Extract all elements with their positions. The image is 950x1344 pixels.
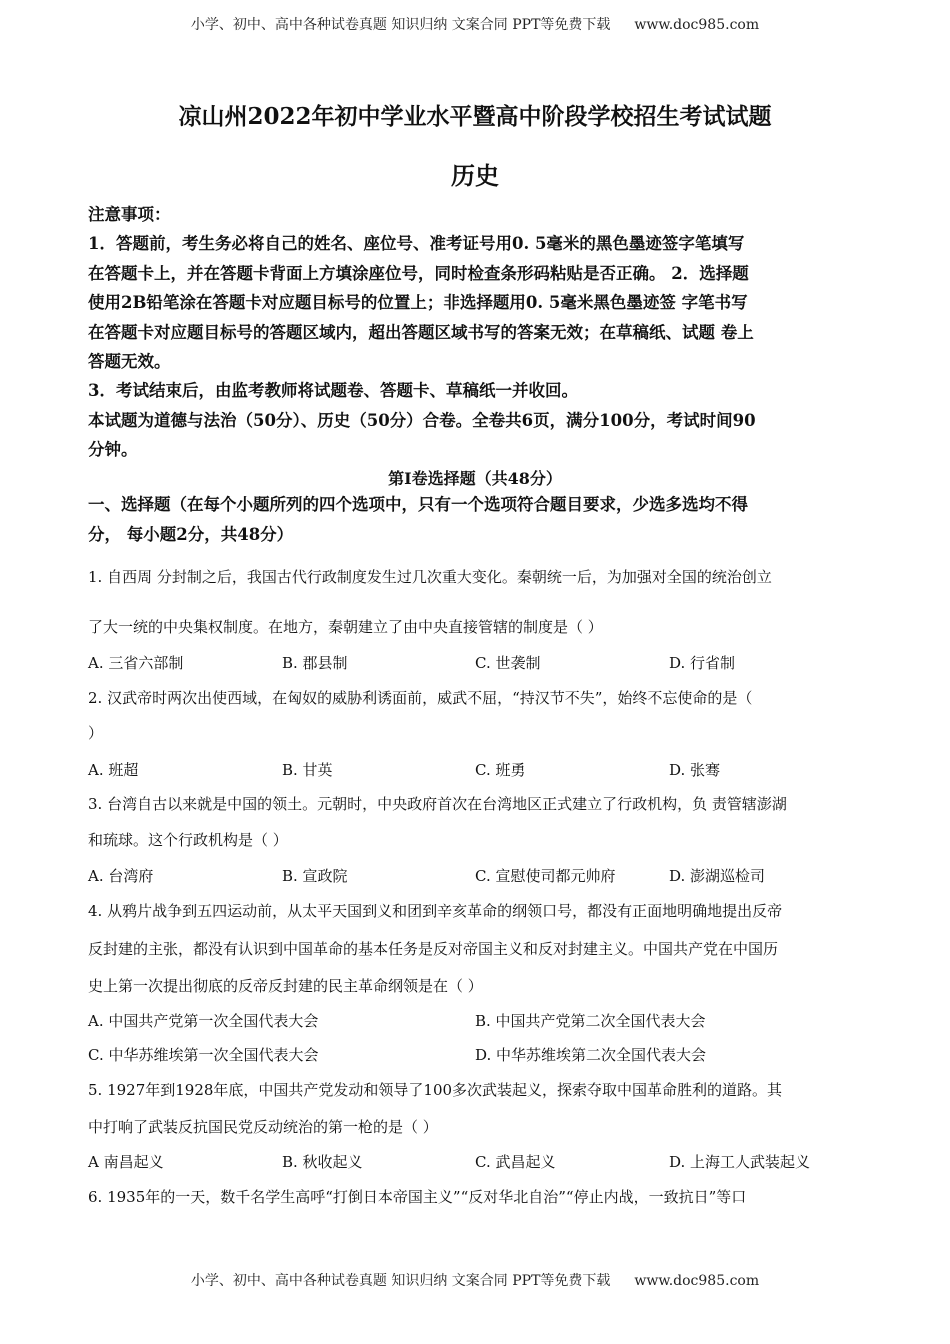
question-4-line: 反封建的主张，都没有认识到中国革命的基本任务是反对帝国主义和反对封建主义。中国共产党在中国历 [88,940,779,958]
notice-line: 在答题卡对应题目标号的答题区域内，超出答题区域书写的答案无效；在草稿纸、试题 卷上 [88,322,754,342]
footer-url[interactable]: www.doc985.com [634,1273,760,1289]
option-c[interactable]: C. 中华苏维埃第一次全国代表大会 [88,1046,319,1064]
notice-block [88,200,863,465]
footer-text: 小学、初中、高中各种试卷真题 知识归纳 文案合同 PPT等免费下载 [190,1273,611,1289]
option-d[interactable]: D. 张骞 [669,761,721,779]
section-title: 第I卷选择题（共48分） [388,469,562,488]
notice-line: 3．考试结束后，由监考教师将试题卷、答题卡、草稿纸一并收回。 [88,381,578,401]
notice-line: 使用2B铅笔涂在答题卡对应题目标号的位置上；非选择题用0. 5毫米黑色墨迹签 字笔书写 [88,293,748,313]
option-b[interactable]: B. 秋收起义 [282,1153,363,1171]
question-4-line: 史上第一次提出彻底的反帝反封建的民主革命纲领是在（ ） [88,977,483,995]
exam-title: 凉山州2022年初中学业水平暨高中阶段学校招生考试试题 [178,103,772,130]
option-b[interactable]: B. 中国共产党第二次全国代表大会 [475,1012,706,1030]
option-d[interactable]: D. 中华苏维埃第二次全国代表大会 [475,1046,707,1064]
option-d[interactable]: D. 澎湖巡检司 [669,867,766,885]
question-2-line: 2. 汉武帝时两次出使西域，在匈奴的威胁利诱面前，威武不屈，“持汉节不失”，始终不忘使命的是（ [88,689,753,707]
header-text: 小学、初中、高中各种试卷真题 知识归纳 文案合同 PPT等免费下载 [190,17,611,33]
header-url[interactable]: www.doc985.com [634,17,760,33]
option-d[interactable]: D. 上海工人武装起义 [669,1153,811,1171]
notice-line: 本试题为道德与法治（50分）、历史（50分）合卷。全卷共6页，满分100分，考试时间90 [88,410,756,430]
part-one-heading [88,490,863,550]
question-5-line: 5. 1927年到1928年底，中国共产党发动和领导了100多次武装起义，探索夺取中国革命胜利的道路。其 [88,1081,783,1099]
option-d[interactable]: D. 行省制 [669,654,736,672]
question-3-line: 3. 台湾自古以来就是中国的领土。元朝时，中央政府首次在台湾地区正式建立了行政机构，负 责管辖澎湖 [88,795,787,813]
option-a[interactable]: A 南昌起义 [88,1153,164,1171]
page-footer [0,1270,950,1290]
notice-line: 答题无效。 [88,352,171,372]
part-one-line: 一、选择题（在每个小题所列的四个选项中，只有一个选项符合题目要求，少选多选均不得 [88,495,748,514]
page-header [0,14,950,34]
question-5-line: 中打响了武装反抗国民党反动统治的第一枪的是（ ） [88,1118,438,1136]
option-a[interactable]: A. 台湾府 [88,867,154,885]
option-b[interactable]: B. 宣政院 [282,867,348,885]
option-c[interactable]: C. 宣慰使司都元帅府 [475,867,616,885]
notice-line: 分钟。 [88,440,138,460]
question-3-line: 和琉球。这个行政机构是（ ） [88,831,288,849]
option-c[interactable]: C. 世袭制 [475,654,541,672]
option-b[interactable]: B. 郡县制 [282,654,348,672]
question-6-line: 6. 1935年的一天，数千名学生高呼“打倒日本帝国主义”“反对华北自治”“停止内战，一致抗日”等口 [88,1188,747,1206]
option-c[interactable]: C. 班勇 [475,761,526,779]
option-b[interactable]: B. 甘英 [282,761,333,779]
option-a[interactable]: A. 班超 [88,761,139,779]
notice-line: 1．答题前，考生务必将自己的姓名、座位号、准考证号用0. 5毫米的黑色墨迹签字笔填写 [88,234,745,254]
notice-line: 在答题卡上，并在答题卡背面上方填涂座位号，同时检查条形码粘贴是否正确。 2．选择题 [88,263,749,283]
notice-heading: 注意事项： [88,205,171,224]
question-1-line: 1. 自西周 分封制之后，我国古代行政制度发生过几次重大变化。秦朝统一后，为加强对全国的统治创立 [88,568,772,586]
option-a[interactable]: A. 中国共产党第一次全国代表大会 [88,1012,319,1030]
question-2-line: ） [88,724,104,742]
subject-title: 历史 [451,161,499,190]
option-c[interactable]: C. 武昌起义 [475,1153,556,1171]
option-a[interactable]: A. 三省六部制 [88,654,184,672]
question-1-line: 了大一统的中央集权制度。在地方，秦朝建立了由中央直接管辖的制度是（ ） [88,618,603,636]
part-one-line: 分， 每小题2分，共48分） [88,525,294,544]
question-4-line: 4. 从鸦片战争到五四运动前，从太平天国到义和团到辛亥革命的纲领口号，都没有正面地明确地提出反帝 [88,902,783,920]
